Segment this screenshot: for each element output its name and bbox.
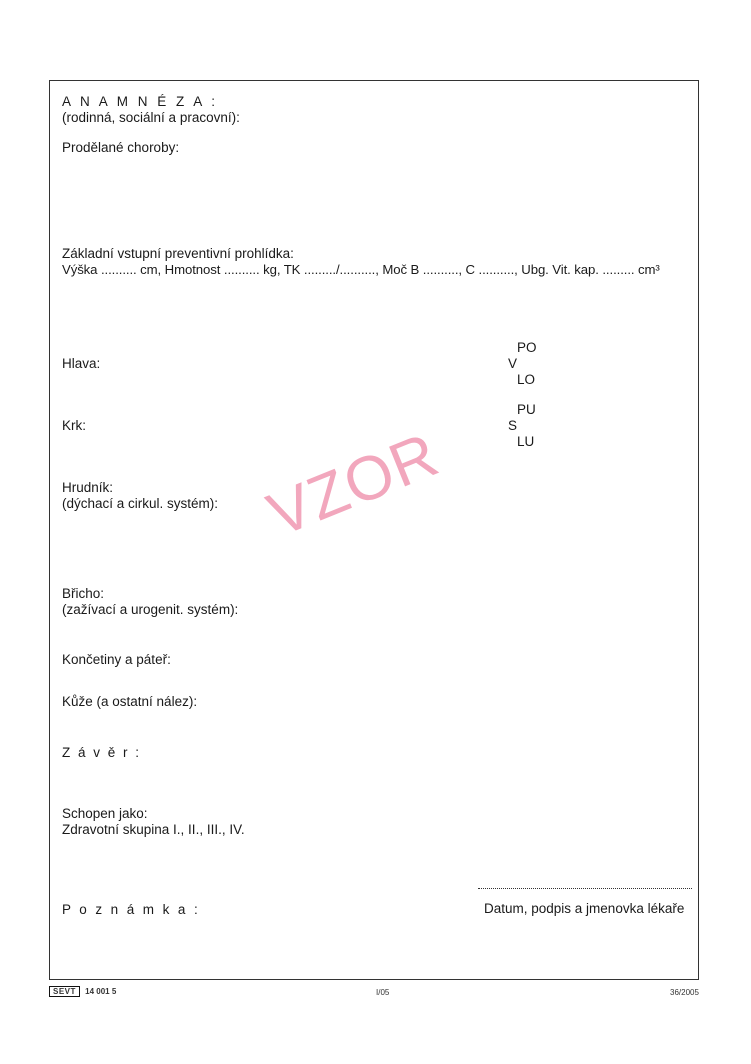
hrudnik-label: Hrudník: — [62, 480, 114, 495]
signature-line — [478, 888, 692, 889]
zdravotni-skupina-label: Zdravotní skupina I., II., III., IV. — [62, 822, 245, 837]
zaver-label: Z á v ě r : — [62, 745, 142, 760]
krk-label: Krk: — [62, 418, 87, 433]
bricho-label: Břicho: — [62, 586, 105, 601]
form-code: 14 001 5 — [85, 987, 117, 996]
vision-v-label: V — [508, 356, 518, 371]
schopen-label: Schopen jako: — [62, 806, 148, 821]
vzor-watermark: VZOR — [258, 420, 449, 551]
anamneza-title: A N A M N É Z A : — [62, 94, 219, 109]
hrudnik-subtitle: (dýchací a cirkul. systém): — [62, 496, 219, 511]
hearing-pu-label: PU — [517, 402, 536, 417]
footer-center: I/05 — [376, 988, 390, 997]
kuze-label: Kůže (a ostatní nález): — [62, 694, 198, 709]
vision-lo-label: LO — [517, 372, 536, 387]
prohlidka-title: Základní vstupní preventivní prohlídka: — [62, 246, 294, 261]
prohlidka-measurements: Výška .......... cm, Hmotnost .......... kg, TK ........./.........., Moč B .........., C .........., Ubg. Vit. kap. ......... cm³ — [62, 262, 660, 277]
poznamka-label: P o z n á m k a : — [62, 902, 201, 917]
footer-right: 36/2005 — [670, 988, 699, 997]
bricho-subtitle: (zažívací a urogenit. systém): — [62, 602, 239, 617]
form-frame — [49, 80, 699, 980]
hearing-s-label: S — [508, 418, 518, 433]
hearing-lu-label: LU — [517, 434, 535, 449]
signature-label: Datum, podpis a jmenovka lékaře — [484, 901, 685, 916]
anamneza-subtitle: (rodinná, sociální a pracovní): — [62, 110, 240, 125]
vision-po-label: PO — [517, 340, 537, 355]
koncetiny-label: Končetiny a páteř: — [62, 652, 171, 667]
prodelane-choroby-label: Prodělané choroby: — [62, 140, 180, 155]
hlava-label: Hlava: — [62, 356, 101, 371]
footer-left — [49, 986, 116, 997]
sevt-logo: SEVT — [49, 986, 80, 997]
